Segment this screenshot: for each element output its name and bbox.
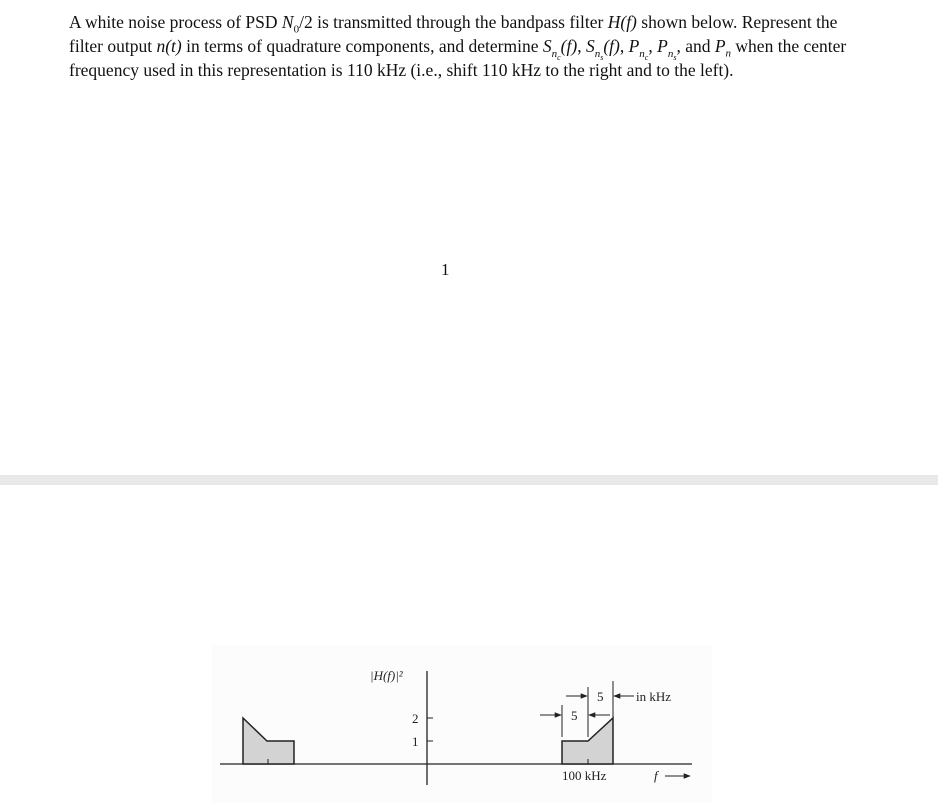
hf-symbol: H(f) <box>607 12 637 32</box>
frequency-axis-label: f <box>654 768 658 783</box>
pn-subscript: n <box>725 47 732 60</box>
page-number: 1 <box>441 260 450 279</box>
tick-label-1: 1 <box>412 734 419 749</box>
filter-figure <box>212 645 712 803</box>
n0-symbol: N <box>281 12 294 32</box>
pns-sub-n: n <box>667 47 674 60</box>
snc-sub-c: c <box>557 52 561 62</box>
problem-text-part5: when the center frequency used in this representation is 110 kHz (i.e., shift 110 kHz to the right and to the left). <box>69 36 847 80</box>
sns-arg: (f) <box>603 36 620 56</box>
problem-text-part1: A white noise process of PSD <box>69 12 282 32</box>
negative-frequency-band <box>243 718 294 764</box>
snc-symbol: S <box>542 36 552 56</box>
pnc-sub-n: n <box>639 47 645 60</box>
pn-symbol: P <box>714 36 726 56</box>
nt-symbol: n(t) <box>156 36 182 56</box>
separator-4: , and <box>676 36 715 56</box>
dimension-label-lower: 5 <box>571 708 578 723</box>
sns-sub-s: s <box>600 52 604 62</box>
pns-sub-s: s <box>673 52 677 62</box>
units-note: in kHz <box>636 689 672 704</box>
dimension-label-upper: 5 <box>597 689 604 704</box>
snc-sub-n: n <box>551 47 558 60</box>
pnc-symbol: P <box>628 36 640 56</box>
y-axis-label: |H(f)|² <box>370 668 403 683</box>
problem-text-part2: /2 is transmitted through the bandpass filter <box>299 12 608 32</box>
snc-arg: (f) <box>560 36 578 56</box>
filter-figure-svg <box>212 645 712 803</box>
pns-symbol: P <box>657 36 668 56</box>
separator-1: , <box>577 36 586 56</box>
tick-label-2: 2 <box>412 711 419 726</box>
separator-2: , <box>619 36 629 56</box>
sns-symbol: S <box>585 36 595 56</box>
center-frequency-label: 100 kHz <box>562 768 607 783</box>
problem-text-part3: shown below. Represent the filter output <box>69 12 838 56</box>
n0-subscript: 0 <box>293 23 300 36</box>
problem-text-part4: in terms of quadrature components, and determine <box>181 36 543 56</box>
separator-3: , <box>648 36 658 56</box>
lower-page <box>0 485 938 803</box>
pnc-sub-c: c <box>644 52 649 62</box>
page-divider <box>0 475 938 485</box>
sns-sub-n: n <box>594 47 601 60</box>
problem-statement <box>69 10 849 82</box>
